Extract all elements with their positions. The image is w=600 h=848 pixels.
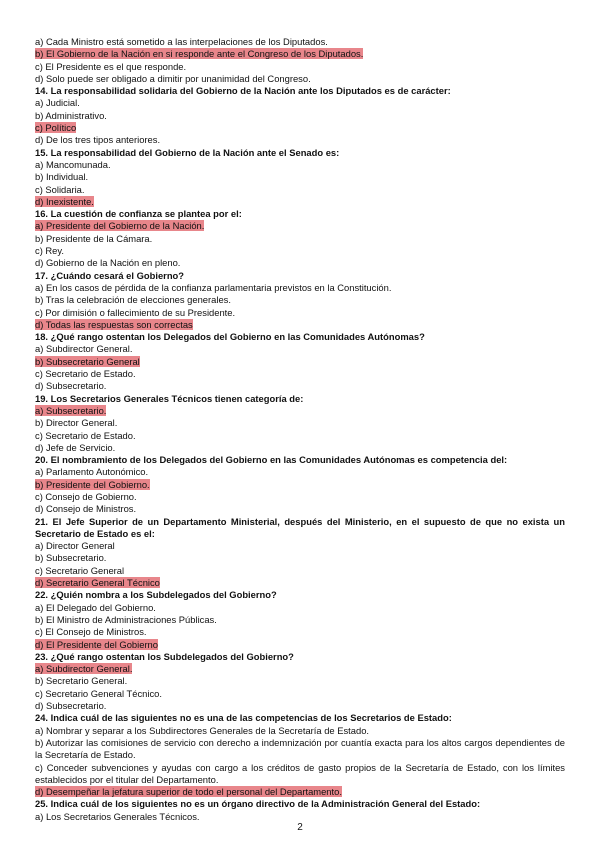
highlighted-answer bbox=[35, 639, 565, 651]
line-text: a) Mancomunada. bbox=[35, 158, 111, 170]
question-text bbox=[35, 331, 565, 343]
line-text: c) Solidaria. bbox=[35, 183, 85, 195]
line-text: d) De los tres tipos anteriores. bbox=[35, 134, 161, 146]
line-text: d) Consejo de Ministros. bbox=[35, 503, 137, 515]
line-text: d) Secretario General Técnico bbox=[35, 577, 160, 589]
line-text: 16. La cuestión de confianza se plantea por el: bbox=[35, 208, 242, 220]
line-text: a) Presidente del Gobierno de la Nación. bbox=[35, 220, 205, 232]
answer-option bbox=[35, 430, 565, 442]
question-list bbox=[35, 36, 565, 823]
line-text: 21. El Jefe Superior de un Departamento Ministerial, después del Ministerio, en el supuesto de que no exista un Secretario de Estado es el: bbox=[35, 515, 565, 539]
line-text: d) Subsecretario. bbox=[35, 700, 107, 712]
line-text: a) Judicial. bbox=[35, 97, 80, 109]
line-text: d) Solo puede ser obligado a dimitir por unanimidad del Congreso. bbox=[35, 72, 311, 84]
answer-option bbox=[35, 417, 565, 429]
highlighted-answer bbox=[35, 122, 565, 134]
answer-option bbox=[35, 540, 565, 552]
line-text: b) Individual. bbox=[35, 171, 89, 183]
line-text: 18. ¿Qué rango ostentan los Delegados del Gobierno en las Comunidades Autónomas? bbox=[35, 331, 425, 343]
question-text bbox=[35, 651, 565, 663]
question-text bbox=[35, 393, 565, 405]
answer-option bbox=[35, 565, 565, 577]
line-text: d) Todas las respuestas son correctas bbox=[35, 318, 193, 330]
answer-option bbox=[35, 688, 565, 700]
line-text: b) Secretario General. bbox=[35, 675, 128, 687]
line-text: c) Secretario General bbox=[35, 564, 125, 576]
highlighted-answer bbox=[35, 356, 565, 368]
line-text: c) Político bbox=[35, 122, 77, 134]
page-number: 2 bbox=[297, 822, 303, 833]
line-text: c) Secretario de Estado. bbox=[35, 368, 136, 380]
answer-option bbox=[35, 282, 565, 294]
highlighted-answer bbox=[35, 196, 565, 208]
line-text: d) Jefe de Servicio. bbox=[35, 441, 116, 453]
line-text: 25. Indica cuál de los siguientes no es un órgano directivo de la Administración General del Estado: bbox=[35, 798, 481, 810]
answer-option bbox=[35, 257, 565, 269]
line-text: 17. ¿Cuándo cesará el Gobierno? bbox=[35, 269, 184, 281]
line-text: 19. Los Secretarios Generales Técnicos tienen categoría de: bbox=[35, 392, 304, 404]
answer-option bbox=[35, 110, 565, 122]
line-text: a) Subsecretario. bbox=[35, 404, 107, 416]
line-text: a) Subdirector General. bbox=[35, 663, 133, 675]
answer-option bbox=[35, 61, 565, 73]
line-text: a) Nombrar y separar a los Subdirectores Generales de la Secretaría de Estado. bbox=[35, 724, 370, 736]
answer-option bbox=[35, 737, 565, 762]
line-text: b) Subsecretario General bbox=[35, 355, 140, 367]
line-text: 15. La responsabilidad del Gobierno de la Nación ante el Senado es: bbox=[35, 146, 340, 158]
line-text: d) Gobierno de la Nación en pleno. bbox=[35, 257, 181, 269]
answer-option bbox=[35, 97, 565, 109]
highlighted-answer bbox=[35, 220, 565, 232]
line-text: b) El Gobierno de la Nación en si responde ante el Congreso de los Diputados. bbox=[35, 48, 364, 60]
highlighted-answer bbox=[35, 663, 565, 675]
line-text: d) Inexistente. bbox=[35, 195, 94, 207]
answer-option bbox=[35, 725, 565, 737]
line-text: c) Consejo de Gobierno. bbox=[35, 490, 137, 502]
question-text bbox=[35, 85, 565, 97]
answer-option bbox=[35, 184, 565, 196]
line-text: 23. ¿Qué rango ostentan los Subdelegados del Gobierno? bbox=[35, 650, 294, 662]
line-text: c) Secretario General Técnico. bbox=[35, 687, 162, 699]
answer-option bbox=[35, 368, 565, 380]
line-text: 22. ¿Quién nombra a los Subdelegados del Gobierno? bbox=[35, 589, 277, 601]
question-text bbox=[35, 454, 565, 466]
line-text: a) Parlamento Autonómico. bbox=[35, 466, 149, 478]
question-text bbox=[35, 516, 565, 541]
highlighted-answer bbox=[35, 319, 565, 331]
question-text bbox=[35, 147, 565, 159]
question-text bbox=[35, 208, 565, 220]
answer-option bbox=[35, 159, 565, 171]
answer-option bbox=[35, 36, 565, 48]
answer-option bbox=[35, 442, 565, 454]
answer-option bbox=[35, 307, 565, 319]
line-text: b) Tras la celebración de elecciones generales. bbox=[35, 294, 231, 306]
line-text: d) Subsecretario. bbox=[35, 380, 107, 392]
line-text: c) El Consejo de Ministros. bbox=[35, 626, 147, 638]
answer-option bbox=[35, 626, 565, 638]
highlighted-answer bbox=[35, 786, 565, 798]
line-text: b) Subsecretario. bbox=[35, 552, 107, 564]
highlighted-answer bbox=[35, 479, 565, 491]
answer-option bbox=[35, 466, 565, 478]
line-text: a) Cada Ministro está sometido a las interpelaciones de los Diputados. bbox=[35, 36, 328, 47]
answer-option bbox=[35, 343, 565, 355]
line-text: c) Por dimisión o fallecimiento de su Presidente. bbox=[35, 306, 236, 318]
line-text: b) Administrativo. bbox=[35, 109, 107, 121]
line-text: b) Presidente de la Cámara. bbox=[35, 232, 153, 244]
line-text: a) Subdirector General. bbox=[35, 343, 133, 355]
answer-option bbox=[35, 614, 565, 626]
line-text: b) Autorizar las comisiones de servicio con derecho a indemnización por cuantía exacta para los altos cargos dependientes de la Secretaría de Estado. bbox=[35, 736, 565, 761]
answer-option bbox=[35, 503, 565, 515]
answer-option bbox=[35, 491, 565, 503]
answer-option bbox=[35, 675, 565, 687]
line-text: a) En los casos de pérdida de la confianza parlamentaria previstos en la Constitución. bbox=[35, 281, 392, 293]
answer-option bbox=[35, 294, 565, 306]
line-text: 24. Indica cuál de las siguientes no es una de las competencias de los Secretarios de Estado: bbox=[35, 712, 452, 724]
line-text: 14. La responsabilidad solidaria del Gobierno de la Nación ante los Diputados es de carácter: bbox=[35, 85, 451, 97]
question-text bbox=[35, 589, 565, 601]
line-text: c) Conceder subvenciones y ayudas con cargo a los créditos de gasto propios de la Secretaría de Estado, con los límites establecidos por el titular del Departamento. bbox=[35, 761, 565, 785]
line-text: c) Secretario de Estado. bbox=[35, 429, 136, 441]
line-text: a) El Delegado del Gobierno. bbox=[35, 601, 156, 613]
line-text: b) El Ministro de Administraciones Públicas. bbox=[35, 613, 217, 625]
line-text: d) El Presidente del Gobierno bbox=[35, 638, 158, 650]
answer-option bbox=[35, 700, 565, 712]
line-text: a) Los Secretarios Generales Técnicos. bbox=[35, 810, 200, 822]
answer-option bbox=[35, 233, 565, 245]
question-text bbox=[35, 798, 565, 810]
highlighted-answer bbox=[35, 48, 565, 60]
line-text: d) Desempeñar la jefatura superior de todo el personal del Departamento. bbox=[35, 786, 342, 798]
answer-option bbox=[35, 171, 565, 183]
line-text: c) Rey. bbox=[35, 245, 64, 257]
line-text: a) Director General bbox=[35, 540, 115, 552]
answer-option bbox=[35, 73, 565, 85]
line-text: b) Director General. bbox=[35, 417, 118, 429]
answer-option bbox=[35, 134, 565, 146]
line-text: c) El Presidente es el que responde. bbox=[35, 60, 187, 72]
answer-option bbox=[35, 245, 565, 257]
answer-option bbox=[35, 602, 565, 614]
answer-option bbox=[35, 762, 565, 787]
highlighted-answer bbox=[35, 405, 565, 417]
line-text: 20. El nombramiento de los Delegados del Gobierno en las Comunidades Autónomas es competencia del: bbox=[35, 454, 508, 466]
question-text bbox=[35, 270, 565, 282]
highlighted-answer bbox=[35, 577, 565, 589]
answer-option bbox=[35, 552, 565, 564]
answer-option bbox=[35, 380, 565, 392]
question-text bbox=[35, 712, 565, 724]
line-text: b) Presidente del Gobierno. bbox=[35, 478, 150, 490]
